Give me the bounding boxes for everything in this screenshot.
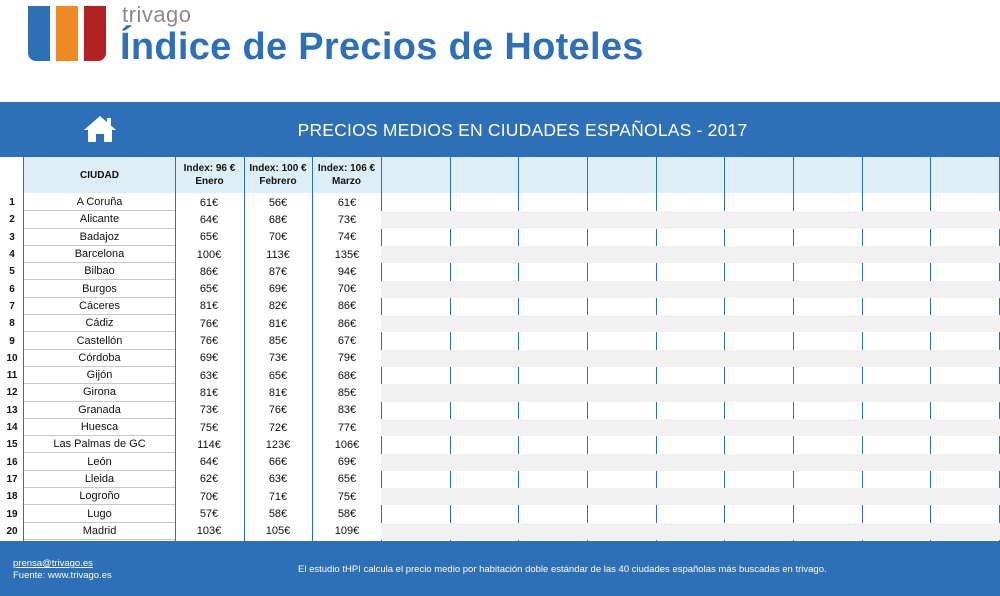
city-cell: Córdoba	[24, 350, 175, 367]
table-row	[0, 384, 1000, 401]
table-row	[0, 436, 1000, 453]
price-marzo: 65€	[337, 473, 357, 486]
city-cell: Logroño	[24, 488, 175, 505]
column-header-enero	[175, 157, 244, 193]
price-enero: 100€	[196, 248, 222, 261]
price-marzo: 106€	[334, 438, 360, 451]
price-febrero: 123€	[265, 438, 291, 451]
row-number: 6	[9, 283, 15, 295]
logo-bar-red	[84, 6, 106, 61]
column-index-label: Index: 106 €	[317, 163, 376, 174]
table-row	[0, 402, 1000, 419]
row-stripe	[381, 454, 1000, 471]
price-enero: 63€	[199, 369, 219, 382]
price-febrero: 81€	[268, 317, 288, 330]
price-febrero: 65€	[268, 369, 288, 382]
row-number: 5	[9, 266, 15, 278]
price-febrero: 105€	[265, 525, 291, 538]
row-stripe	[381, 488, 1000, 505]
logo-bar-blue	[28, 6, 50, 61]
table-row	[0, 263, 1000, 280]
table-row	[0, 471, 1000, 488]
city-cell: Barcelona	[24, 246, 175, 263]
row-number: 8	[9, 318, 15, 330]
city-cell: Cáceres	[24, 298, 175, 315]
price-febrero: 70€	[268, 231, 288, 244]
price-enero: 64€	[199, 456, 219, 469]
price-febrero: 58€	[268, 508, 288, 521]
price-febrero: 71€	[268, 490, 288, 503]
price-enero: 114€	[197, 438, 221, 451]
price-enero: 81€	[199, 300, 219, 313]
row-stripe	[381, 350, 1000, 367]
price-enero: 65€	[199, 231, 219, 244]
row-number: 7	[9, 300, 15, 312]
price-enero: 75€	[199, 421, 219, 434]
column-header-city: CIUDAD	[80, 169, 119, 181]
column-index-label: Index: 96 €	[183, 163, 236, 174]
table-row	[0, 246, 1000, 263]
price-enero: 86€	[199, 265, 219, 278]
price-enero: 69€	[199, 352, 219, 365]
city-cell: León	[24, 454, 175, 471]
row-number: 15	[6, 439, 18, 451]
city-cell: Cádiz	[24, 315, 175, 332]
price-febrero: 87€	[268, 265, 288, 278]
table-row	[0, 281, 1000, 298]
row-number: 14	[6, 422, 18, 434]
table-row	[0, 350, 1000, 367]
price-enero: 103€	[196, 525, 222, 538]
city-cell: Lleida	[24, 471, 175, 488]
price-marzo: 86€	[337, 317, 357, 330]
price-marzo: 74€	[337, 231, 357, 244]
price-marzo: 94€	[337, 265, 357, 278]
table-banner	[0, 102, 1000, 157]
footer	[0, 541, 1000, 596]
row-number: 3	[9, 231, 15, 243]
table-row	[0, 367, 1000, 384]
city-cell: Huesca	[24, 419, 175, 436]
row-number: 19	[6, 508, 18, 520]
price-febrero: 85€	[268, 335, 288, 348]
row-number: 9	[9, 335, 15, 347]
price-febrero: 81€	[268, 386, 288, 399]
price-marzo: 68€	[337, 369, 357, 382]
logo-bar-orange	[56, 6, 78, 61]
city-cell: Castellón	[24, 332, 175, 349]
table-row	[0, 332, 1000, 349]
column-header-marzo	[312, 157, 381, 193]
column-month-label: Enero	[195, 176, 224, 187]
price-marzo: 58€	[337, 508, 357, 521]
price-marzo: 67€	[337, 335, 357, 348]
price-marzo: 70€	[337, 283, 357, 296]
row-stripe	[381, 419, 1000, 436]
price-marzo: 73€	[337, 213, 357, 226]
row-number: 2	[9, 214, 15, 226]
city-cell: Alicante	[24, 211, 175, 228]
table-row	[0, 194, 1000, 211]
row-number: 10	[6, 352, 18, 364]
price-marzo: 86€	[337, 300, 357, 313]
price-enero: 76€	[199, 335, 219, 348]
price-enero: 64€	[199, 213, 219, 226]
city-cell: Lugo	[24, 505, 175, 522]
table-row	[0, 523, 1000, 540]
methodology-note: El estudio tHPI calcula el precio medio por habitación doble estándar de las 40 ciudades españolas más buscadas en trivago.	[298, 564, 827, 575]
city-cell: Gijón	[24, 367, 175, 384]
row-number: 16	[6, 456, 18, 468]
price-febrero: 69€	[268, 283, 288, 296]
table-row	[0, 298, 1000, 315]
price-febrero: 56€	[268, 196, 288, 209]
brand-name: trivago	[122, 2, 192, 27]
table-row	[0, 211, 1000, 228]
city-cell: Burgos	[24, 281, 175, 298]
row-stripe	[381, 211, 1000, 228]
table-title: PRECIOS MEDIOS EN CIUDADES ESPAÑOLAS - 2017	[297, 120, 748, 140]
page-title: Índice de Precios de Hoteles	[120, 26, 644, 68]
price-marzo: 109€	[334, 525, 360, 538]
row-number: 11	[6, 370, 18, 382]
table-row	[0, 488, 1000, 505]
price-febrero: 66€	[268, 456, 288, 469]
row-number: 4	[9, 249, 15, 261]
price-marzo: 77€	[337, 421, 357, 434]
city-cell: Granada	[24, 402, 175, 419]
price-enero: 70€	[199, 490, 219, 503]
source-text: Fuente: www.trivago.es	[13, 570, 112, 581]
row-number: 20	[6, 525, 18, 537]
row-stripe	[381, 315, 1000, 332]
row-stripe	[381, 523, 1000, 540]
price-febrero: 76€	[268, 404, 288, 417]
price-febrero: 63€	[268, 473, 288, 486]
price-table	[0, 157, 1000, 541]
price-enero: 81€	[199, 386, 219, 399]
price-febrero: 113€	[266, 248, 290, 261]
row-stripe	[381, 246, 1000, 263]
row-stripe	[381, 384, 1000, 401]
price-marzo: 61€	[337, 196, 357, 209]
city-cell: Girona	[24, 384, 175, 401]
price-marzo: 69€	[337, 456, 357, 469]
price-marzo: 83€	[337, 404, 357, 417]
row-stripe	[381, 281, 1000, 298]
table-row	[0, 505, 1000, 522]
column-month-label: Febrero	[259, 176, 297, 187]
row-number: 1	[9, 197, 15, 209]
row-number: 17	[6, 473, 18, 485]
table-row	[0, 229, 1000, 246]
price-enero: 61€	[199, 196, 219, 209]
table-row	[0, 454, 1000, 471]
table-row	[0, 315, 1000, 332]
price-febrero: 68€	[268, 213, 288, 226]
city-cell: A Coruña	[24, 194, 175, 211]
price-enero: 57€	[199, 508, 219, 521]
price-marzo: 135€	[334, 248, 360, 261]
price-febrero: 82€	[268, 300, 288, 313]
price-marzo: 75€	[337, 490, 357, 503]
trivago-logo	[28, 6, 106, 61]
column-header-febrero	[244, 157, 312, 193]
table-row	[0, 419, 1000, 436]
price-enero: 73€	[199, 404, 219, 417]
price-enero: 76€	[199, 317, 219, 330]
city-cell: Badajoz	[24, 229, 175, 246]
price-enero: 62€	[199, 473, 219, 486]
column-month-label: Marzo	[332, 176, 361, 187]
price-febrero: 72€	[268, 421, 288, 434]
city-cell: Las Palmas de GC	[24, 436, 175, 453]
column-index-label: Index: 100 €	[249, 163, 307, 174]
price-febrero: 73€	[268, 352, 288, 365]
row-number: 13	[6, 404, 18, 416]
press-email-link[interactable]: prensa@trivago.es	[13, 558, 93, 569]
price-enero: 65€	[199, 283, 219, 296]
price-marzo: 79€	[337, 352, 357, 365]
city-cell: Madrid	[24, 523, 175, 540]
row-number: 12	[6, 387, 18, 399]
row-number: 18	[6, 491, 18, 503]
city-cell: Bilbao	[24, 263, 175, 280]
price-marzo: 85€	[337, 386, 357, 399]
